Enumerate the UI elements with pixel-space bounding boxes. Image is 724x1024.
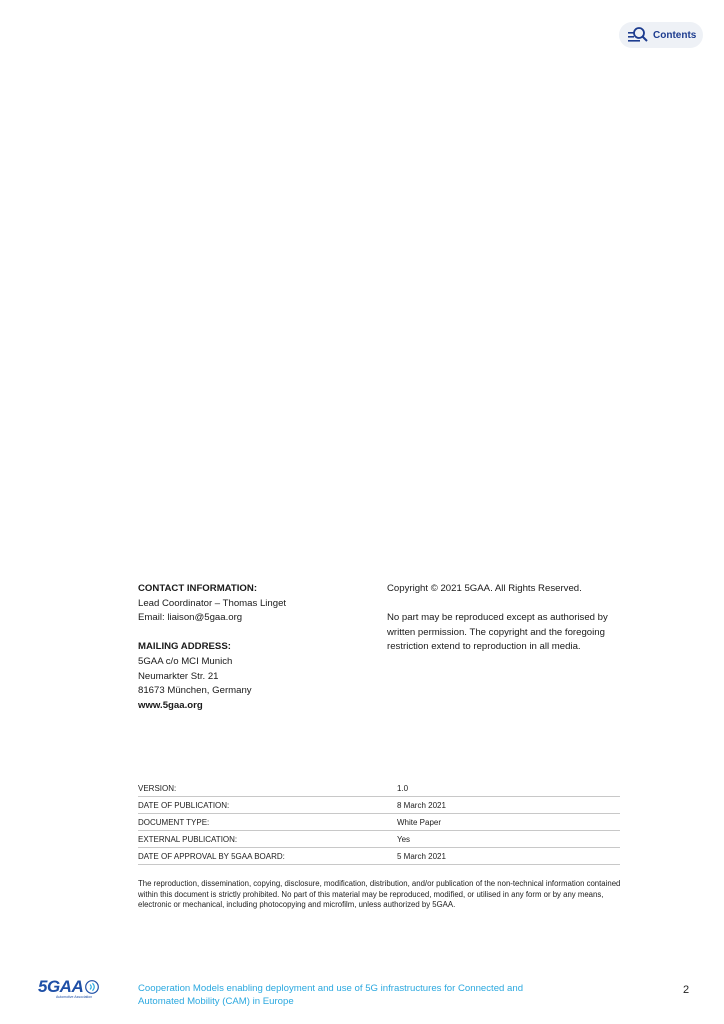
meta-value: Yes <box>397 831 620 848</box>
meta-key: DATE OF APPROVAL BY 5GAA BOARD: <box>138 848 397 865</box>
meta-value: White Paper <box>397 814 620 831</box>
table-row <box>138 797 620 814</box>
contents-label: Contents <box>653 29 697 41</box>
table-row <box>138 831 620 848</box>
contact-email[interactable]: Email: liaison@5gaa.org <box>138 612 243 624</box>
meta-key: EXTERNAL PUBLICATION: <box>138 831 397 848</box>
table-row <box>138 814 620 831</box>
meta-key: DATE OF PUBLICATION: <box>138 797 397 814</box>
copyright-block <box>387 582 623 655</box>
meta-value: 5 March 2021 <box>397 848 620 865</box>
lead-coordinator: Lead Coordinator – Thomas Linget <box>138 597 287 609</box>
search-list-icon <box>627 26 649 44</box>
website-link[interactable]: www.5gaa.org <box>138 699 203 711</box>
page-number: 2 <box>683 984 690 996</box>
copyright-line: Copyright © 2021 5GAA. All Rights Reserved. <box>387 583 582 594</box>
meta-value: 1.0 <box>397 780 620 797</box>
copyright-notice: No part may be reproduced except as authorised by written permission. The copyright and the foregoing restriction extend to reproduction in all media. <box>387 612 608 653</box>
contact-heading: CONTACT INFORMATION: <box>138 583 258 594</box>
address-line-1: 5GAA c/o MCI Munich <box>138 655 233 667</box>
footer-document-title: Cooperation Models enabling deployment and use of 5G infrastructures for Connected and Automated Mobility (CAM) in Europe <box>138 983 524 1007</box>
meta-key: VERSION: <box>138 780 397 797</box>
address-line-3: 81673 München, Germany <box>138 685 252 697</box>
meta-value: 8 March 2021 <box>397 797 620 814</box>
meta-key: DOCUMENT TYPE: <box>138 814 397 831</box>
logo-tagline: Automotive Association <box>56 995 93 999</box>
contact-block <box>138 582 368 713</box>
address-line-2: Neumarkter Str. 21 <box>138 670 219 682</box>
contents-button[interactable] <box>619 22 703 48</box>
document-meta-table <box>138 780 620 865</box>
table-row <box>138 848 620 865</box>
logo-text: 5GAA <box>38 977 84 996</box>
signal-waves-icon <box>85 980 99 994</box>
table-row <box>138 780 620 797</box>
disclaimer-text: The reproduction, dissemination, copying, disclosure, modification, distribution, and/or publication of the non-technical information contained within this document is strictly prohibited. No part of this material may be reproduced, modified, or utilised in any form or by any means, electronic or mechanical, including photocopying and microfilm, unless authorized by 5GAA. <box>138 879 621 910</box>
mailing-heading: MAILING ADDRESS: <box>138 641 231 653</box>
5gaa-logo <box>38 978 102 1002</box>
